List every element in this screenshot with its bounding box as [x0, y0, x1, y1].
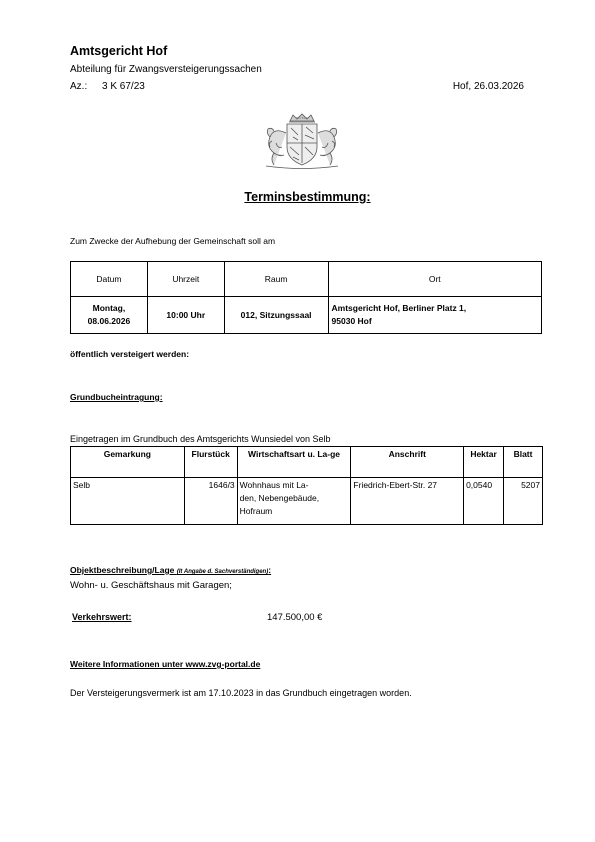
cell-hektar: 0,0540: [464, 478, 504, 525]
land-register-description: Eingetragen im Grundbuch des Amtsgerichts Wunsiedel von Selb: [70, 434, 331, 444]
table-header-row: [71, 447, 543, 478]
header-blatt: Blatt: [504, 447, 543, 478]
wirtschaftsart-line-1: Wohnhaus mit La-: [239, 480, 309, 490]
auction-note: öffentlich versteigert werden:: [70, 349, 190, 359]
header-raum: Raum: [224, 262, 328, 297]
header-ort: Ort: [328, 262, 541, 297]
file-number: 3 K 67/23: [102, 81, 145, 92]
file-number-label: Az.:: [70, 81, 88, 92]
date-value: 08.06.2026: [87, 316, 131, 326]
table-row: [71, 297, 542, 334]
appointment-place: [328, 297, 541, 334]
land-register-table: [70, 446, 543, 525]
header-anschrift: Anschrift: [351, 447, 464, 478]
department: Abteilung für Zwangsversteigerungssachen: [70, 64, 262, 75]
appointment-date: [71, 297, 148, 334]
appointment-room: 012, Sitzungssaal: [224, 297, 328, 334]
more-info-link[interactable]: Weitere Informationen unter www.zvg-portal.de: [70, 659, 261, 669]
object-heading-suffix: :: [268, 565, 272, 575]
wirtschaftsart-line-3: Hofraum: [239, 506, 273, 516]
table-header-row: [71, 262, 542, 297]
market-value-label: Verkehrswert:: [72, 612, 132, 622]
court-name: Amtsgericht Hof: [70, 44, 168, 58]
seal-text: BAYERN: [296, 116, 308, 120]
appointment-table: [70, 261, 542, 334]
cell-gemarkung: Selb: [71, 478, 185, 525]
header-gemarkung: Gemarkung: [71, 447, 185, 478]
bavarian-coat-of-arms-icon: [260, 113, 344, 169]
cell-anschrift: Friedrich-Ebert-Str. 27: [351, 478, 464, 525]
closing-text: Der Versteigerungsvermerk ist am 17.10.2023 in das Grundbuch eingetragen worden.: [70, 688, 412, 698]
page-title: Terminsbestimmung:: [244, 190, 371, 204]
object-description: Wohn- u. Geschäftshaus mit Garagen;: [70, 580, 232, 591]
header-datum: Datum: [71, 262, 148, 297]
appointment-time: 10:00 Uhr: [147, 297, 224, 334]
date-weekday: Montag,: [92, 303, 126, 313]
header-uhrzeit: Uhrzeit: [147, 262, 224, 297]
place-line-2: 95030 Hof: [331, 316, 372, 326]
header-wirtschaftsart: Wirtschaftsart u. La-ge: [237, 447, 351, 478]
cell-wirtschaftsart: [237, 478, 351, 525]
header-flurstueck: Flurstück: [184, 447, 237, 478]
cell-flurstueck: 1646/3: [184, 478, 237, 525]
intro-text: Zum Zwecke der Aufhebung der Gemeinschaft soll am: [70, 236, 276, 246]
object-heading-text: Objektbeschreibung/Lage: [70, 565, 175, 575]
wirtschaftsart-line-2: den, Nebengebäude,: [239, 493, 320, 503]
object-heading-note: (lt Angabe d. Sachverständigen): [176, 569, 269, 575]
header-hektar: Hektar: [464, 447, 504, 478]
cell-blatt: 5207: [504, 478, 543, 525]
place-date: Hof, 26.03.2026: [452, 81, 524, 92]
place-line-1: Amtsgericht Hof, Berliner Platz 1,: [331, 303, 467, 313]
land-register-heading: Grundbucheintragung:: [70, 392, 163, 402]
table-row: [71, 478, 543, 525]
object-heading: [70, 565, 271, 575]
market-value: 147.500,00 €: [267, 612, 323, 623]
